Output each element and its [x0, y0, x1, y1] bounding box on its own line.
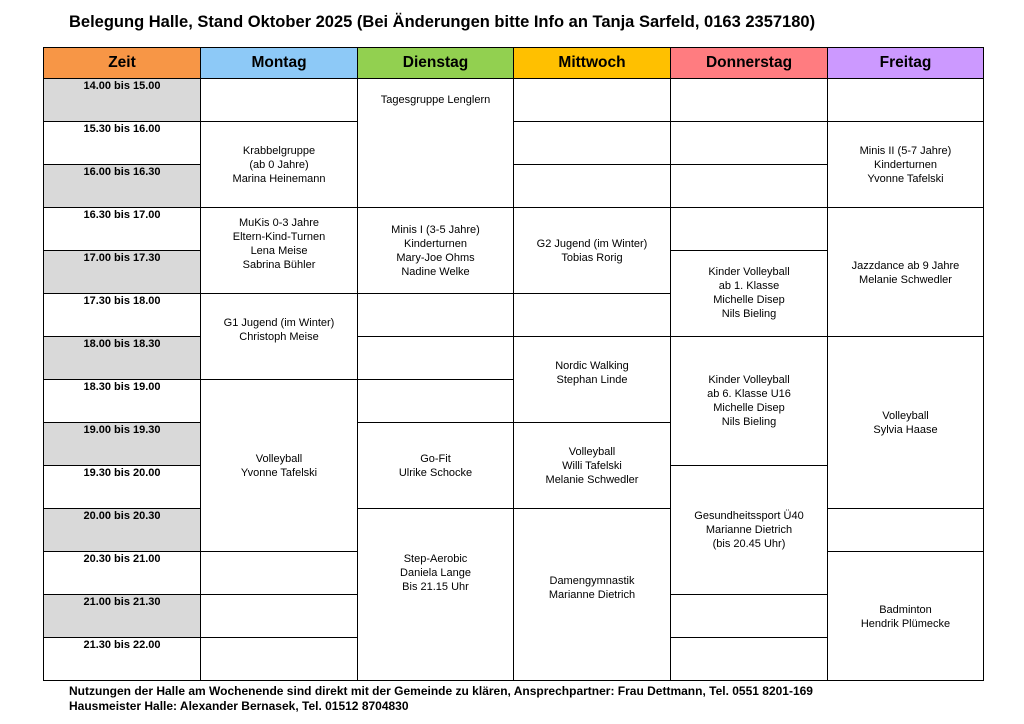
event-cell	[358, 509, 514, 681]
event-line: Willi Tafelski	[562, 460, 622, 472]
event-line: Marianne Dietrich	[705, 524, 793, 536]
event-line: Minis II (5-7 Jahre)	[859, 145, 952, 157]
event-line: Kinderturnen	[404, 238, 467, 250]
event-line: Marina Heinemann	[232, 173, 326, 185]
event-line: Hendrik Plümecke	[860, 618, 951, 630]
event-line: Volleyball	[255, 453, 303, 465]
event-cell	[828, 552, 984, 681]
time-cell: 19.00 bis 19.30	[44, 423, 201, 466]
event-mo-volleyball	[201, 380, 357, 480]
empty-cell	[201, 595, 358, 638]
event-line: Yvonne Tafelski	[867, 173, 944, 185]
event-mi-volleyball	[514, 423, 670, 487]
empty-cell	[514, 294, 671, 337]
event-mo-g1	[201, 294, 357, 344]
event-line: Minis I (3-5 Jahre)	[391, 224, 480, 236]
event-fr-minis2	[828, 122, 983, 186]
event-line: Bis 21.15 Uhr	[402, 581, 469, 593]
event-mi-nordic	[514, 337, 670, 387]
event-cell	[671, 466, 828, 595]
event-cell	[828, 208, 984, 337]
empty-cell	[514, 79, 671, 122]
table-row	[44, 337, 984, 380]
time-cell: 19.30 bis 20.00	[44, 466, 201, 509]
event-line: Jazzdance ab 9 Jahre	[851, 260, 960, 272]
event-line: Krabbelgruppe	[242, 145, 316, 157]
header-dienstag: Dienstag	[358, 48, 514, 79]
time-cell: 17.30 bis 18.00	[44, 294, 201, 337]
empty-cell	[358, 337, 514, 380]
event-di-step	[358, 509, 513, 594]
event-line: Kinder Volleyball	[708, 374, 790, 386]
empty-cell	[201, 79, 358, 122]
event-cell	[201, 380, 358, 552]
event-line: Michelle Disep	[713, 402, 785, 414]
event-line: Sylvia Haase	[873, 424, 938, 436]
time-cell: 16.30 bis 17.00	[44, 208, 201, 251]
event-line: Michelle Disep	[713, 294, 785, 306]
event-line: (bis 20.45 Uhr)	[712, 538, 786, 550]
time-cell: 20.00 bis 20.30	[44, 509, 201, 552]
event-line: Melanie Schwedler	[545, 474, 639, 486]
empty-cell	[671, 595, 828, 638]
event-line: Step-Aerobic	[403, 553, 468, 565]
event-line: Go-Fit	[420, 453, 451, 465]
table-row	[44, 509, 984, 552]
header-freitag: Freitag	[828, 48, 984, 79]
time-cell: 14.00 bis 15.00	[44, 79, 201, 122]
empty-cell	[201, 638, 358, 681]
event-line: Nordic Walking	[555, 360, 629, 372]
empty-cell	[671, 208, 828, 251]
event-cell	[514, 337, 671, 423]
event-cell	[514, 509, 671, 681]
event-line: Stephan Linde	[556, 374, 628, 386]
event-do-kinder6	[671, 337, 827, 429]
event-line: G2 Jugend (im Winter)	[536, 238, 648, 250]
header-row	[44, 48, 984, 79]
event-cell	[201, 122, 358, 208]
event-line: Christoph Meise	[239, 331, 319, 343]
empty-cell	[358, 294, 514, 337]
event-line: Ulrike Schocke	[398, 467, 473, 479]
time-cell: 21.30 bis 22.00	[44, 638, 201, 681]
event-mi-damen	[514, 509, 670, 602]
event-line: Sabrina Bühler	[242, 259, 316, 271]
time-cell: 18.00 bis 18.30	[44, 337, 201, 380]
event-cell	[671, 251, 828, 337]
event-line: MuKis 0-3 Jahre	[238, 217, 320, 229]
header-zeit: Zeit	[44, 48, 201, 79]
empty-cell	[671, 638, 828, 681]
event-line: Volleyball	[568, 446, 616, 458]
table-row	[44, 122, 984, 165]
page-title: Belegung Halle, Stand Oktober 2025 (Bei Änderungen bitte Info an Tanja Sarfeld, 0163 2357180)	[69, 13, 816, 31]
event-line: Mary-Joe Ohms	[396, 252, 475, 264]
event-fr-badminton	[828, 552, 983, 631]
event-cell	[358, 79, 514, 208]
event-mi-g2	[514, 208, 670, 265]
empty-cell	[828, 79, 984, 122]
empty-cell	[201, 552, 358, 595]
event-line: Nadine Welke	[401, 266, 470, 278]
empty-cell	[514, 165, 671, 208]
event-di-tagesgruppe	[358, 79, 513, 107]
event-line: Damengymnastik	[549, 575, 635, 587]
schedule-table	[43, 47, 984, 681]
header-montag: Montag	[201, 48, 358, 79]
event-cell	[514, 423, 671, 509]
event-do-kinder1	[671, 251, 827, 321]
event-do-gesund	[671, 466, 827, 551]
event-cell	[514, 208, 671, 294]
event-mo-mukis	[201, 208, 357, 272]
event-line: Marianne Dietrich	[548, 589, 636, 601]
event-line: Kinder Volleyball	[708, 266, 790, 278]
time-cell: 20.30 bis 21.00	[44, 552, 201, 595]
event-line: Badminton	[879, 604, 932, 616]
event-line: Nils Bieling	[721, 308, 777, 320]
header-donnerstag: Donnerstag	[671, 48, 828, 79]
event-line: Lena Meise	[250, 245, 308, 257]
event-di-minis	[358, 208, 513, 279]
event-line: Tobias Rorig	[561, 252, 623, 264]
event-line: Daniela Lange	[400, 567, 471, 579]
time-cell: 17.00 bis 17.30	[44, 251, 201, 294]
footer-weekend-note: Nutzungen der Halle am Wochenende sind direkt mit der Gemeinde zu klären, Ansprechpartner: Frau Dettmann, Tel. 0551 8201-169	[69, 684, 813, 698]
event-line: Tagesgruppe Lenglern	[380, 94, 491, 106]
event-line: Kinderturnen	[874, 159, 937, 171]
event-line: ab 6. Klasse U16	[707, 388, 791, 400]
empty-cell	[358, 380, 514, 423]
time-cell: 16.00 bis 16.30	[44, 165, 201, 208]
header-mittwoch: Mittwoch	[514, 48, 671, 79]
empty-cell	[671, 79, 828, 122]
event-cell	[828, 337, 984, 509]
empty-cell	[671, 122, 828, 165]
event-line: Eltern-Kind-Turnen	[232, 231, 326, 243]
event-line: G1 Jugend (im Winter)	[223, 317, 335, 329]
event-mo-krabbel	[201, 122, 357, 186]
event-line: Nils Bieling	[721, 416, 777, 428]
event-line: (ab 0 Jahre)	[249, 159, 309, 171]
empty-cell	[514, 122, 671, 165]
event-cell	[358, 208, 514, 294]
event-cell	[201, 208, 358, 294]
event-line: ab 1. Klasse	[718, 280, 780, 292]
event-cell	[828, 122, 984, 208]
event-di-gofit	[358, 423, 513, 480]
time-cell: 15.30 bis 16.00	[44, 122, 201, 165]
event-fr-volleyball	[828, 337, 983, 437]
table-row	[44, 208, 984, 251]
empty-cell	[828, 509, 984, 552]
event-line: Volleyball	[882, 410, 929, 422]
table-row	[44, 79, 984, 122]
event-cell	[358, 423, 514, 509]
event-cell	[201, 294, 358, 380]
event-cell	[671, 337, 828, 466]
event-line: Yvonne Tafelski	[240, 467, 318, 479]
time-cell: 18.30 bis 19.00	[44, 380, 201, 423]
event-line: Gesundheitssport Ü40	[694, 510, 804, 522]
event-fr-jazz	[828, 208, 983, 287]
footer-caretaker: Hausmeister Halle: Alexander Bernasek, Tel. 01512 8704830	[69, 699, 409, 713]
empty-cell	[671, 165, 828, 208]
time-cell: 21.00 bis 21.30	[44, 595, 201, 638]
event-line: Melanie Schwedler	[859, 274, 952, 286]
